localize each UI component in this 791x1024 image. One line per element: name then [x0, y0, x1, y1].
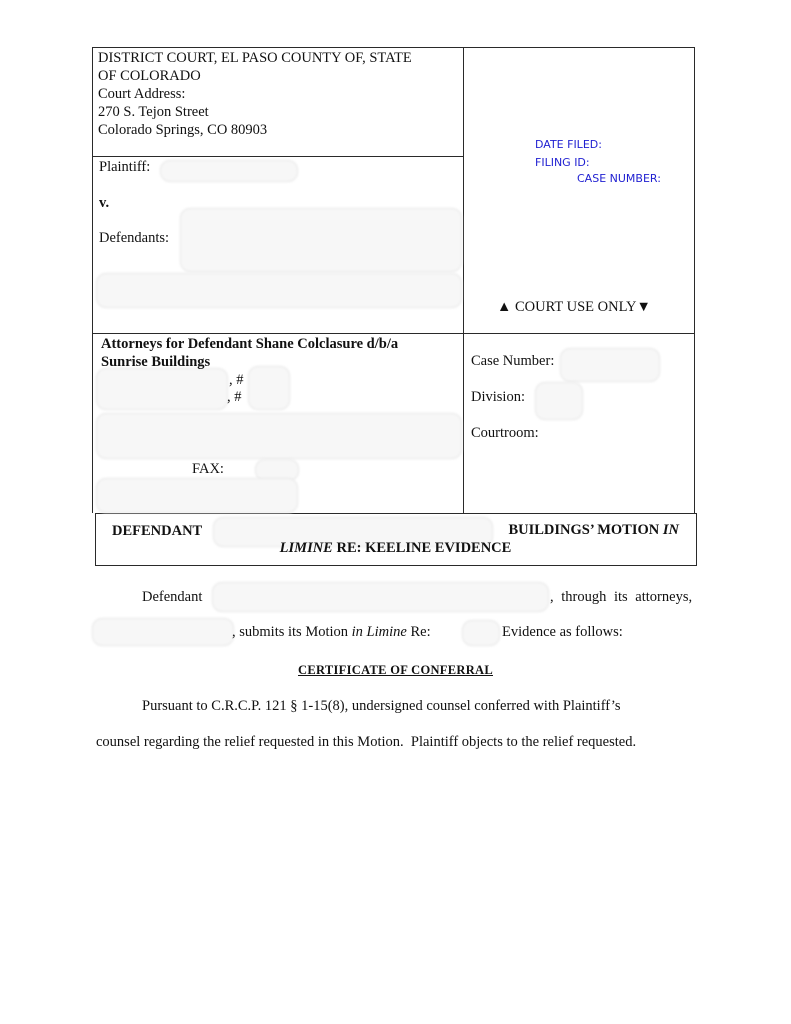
courtroom-label: Courtroom: — [471, 425, 539, 441]
redaction-block — [248, 366, 290, 410]
redaction-block — [96, 478, 298, 513]
redaction-block — [160, 160, 298, 182]
court-name-line1: DISTRICT COURT, EL PASO COUNTY OF, STATE — [98, 50, 412, 66]
title-defendant: DEFENDANT — [112, 523, 203, 539]
redaction-block — [212, 582, 549, 612]
intro-defendant: Defendant — [142, 589, 203, 605]
fax-label: FAX: — [192, 461, 224, 477]
title-buildings-motion: BUILDINGS’ MOTION — [508, 522, 663, 538]
title-rest: RE: KEELINE EVIDENCE — [332, 540, 512, 556]
attorney-registration-1: , # — [229, 372, 244, 388]
redaction-block — [96, 413, 462, 459]
title-limine: LIMINE — [279, 540, 333, 556]
conferral-line2: counsel regarding the relief requested in this Motion. Plaintiff objects to the relief requested. — [96, 734, 637, 750]
conferral-line1: Pursuant to C.R.C.P. 121 § 1-15(8), undersigned counsel conferred with Plaintiff’s — [142, 698, 621, 714]
redaction-block — [462, 620, 500, 646]
plaintiff-label: Plaintiff: — [99, 159, 151, 175]
intro-through-attorneys: , through its attorneys, — [550, 589, 693, 605]
court-city: Colorado Springs, CO 80903 — [98, 122, 268, 138]
court-use-only: ▲ COURT USE ONLY▼ — [497, 299, 651, 315]
court-street: 270 S. Tejon Street — [98, 104, 209, 120]
intro-in-limine: in Limine — [351, 624, 407, 640]
redaction-block — [560, 348, 660, 382]
caption-right-border — [694, 47, 695, 513]
division-label: Division: — [471, 389, 525, 405]
title-line1-end — [508, 521, 679, 539]
intro-re: Re: — [406, 624, 431, 640]
court-name-line2: OF COLORADO — [98, 68, 201, 84]
redaction-block — [180, 208, 462, 272]
defendants-label: Defendants: — [99, 230, 170, 246]
redaction-block — [535, 382, 583, 420]
attorneys-heading-line1: Attorneys for Defendant Shane Colclasure d/b/a — [101, 336, 399, 352]
attorney-registration-2: , # — [227, 389, 242, 405]
caption-column-divider — [463, 47, 464, 513]
title-in: IN — [662, 522, 679, 538]
filing-id-label: FILING ID: — [535, 156, 590, 169]
redaction-block — [96, 273, 462, 308]
redaction-block — [92, 618, 234, 646]
parties-divider — [92, 333, 695, 334]
versus-label: v. — [99, 195, 110, 211]
intro-submits: , submits its Motion — [232, 624, 352, 640]
redaction-block — [96, 368, 228, 410]
date-filed-label: DATE FILED: — [535, 138, 602, 151]
court-address-label: Court Address: — [98, 86, 186, 102]
attorneys-heading-line2: Sunrise Buildings — [101, 354, 211, 370]
intro-line2 — [232, 623, 431, 641]
court-info-divider — [92, 156, 463, 157]
caption-top-border — [92, 47, 695, 48]
certificate-heading: CERTIFICATE OF CONFERRAL — [298, 663, 493, 677]
caption-left-border — [92, 47, 93, 513]
title-line2 — [95, 539, 696, 557]
intro-evidence: Evidence as follows: — [502, 624, 623, 640]
case-number-stamp-label: CASE NUMBER: — [577, 172, 661, 185]
case-number-label: Case Number: — [471, 353, 555, 369]
